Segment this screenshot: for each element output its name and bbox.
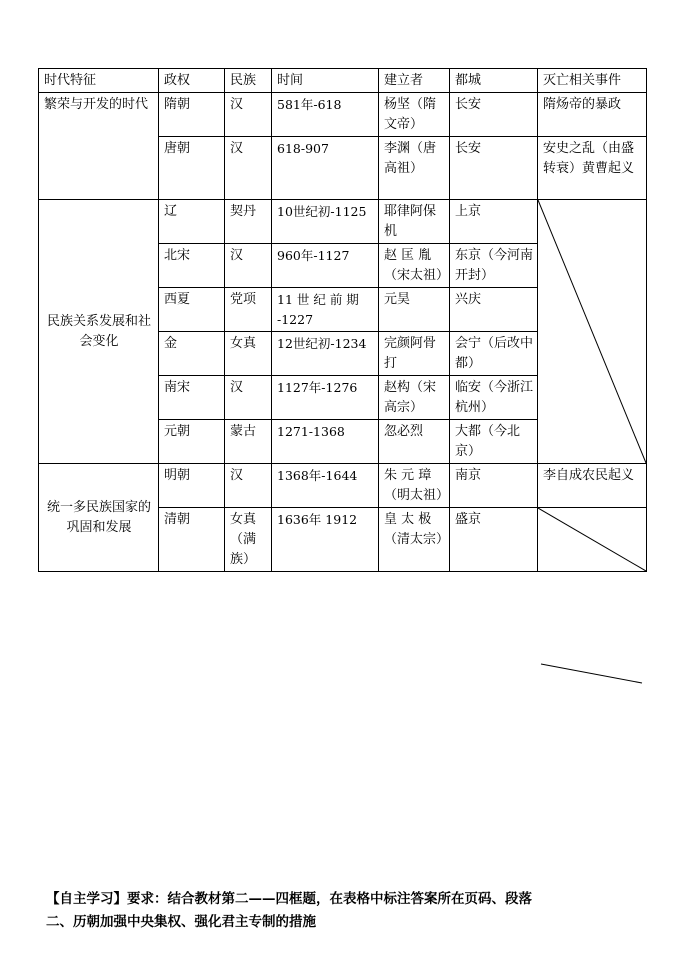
founder-cell: 元昊	[379, 288, 450, 332]
regime-cell: 隋朝	[159, 93, 225, 137]
time-cell: 12世纪初-1234	[272, 332, 379, 376]
regime-cell: 元朝	[159, 420, 225, 464]
event-cell: 隋炀帝的暴政	[538, 93, 647, 137]
stray-line	[540, 660, 644, 686]
founder-cell: 完颜阿骨打	[379, 332, 450, 376]
capital-cell: 长安	[450, 93, 538, 137]
ethnic-cell: 女真（满族）	[225, 508, 272, 572]
founder-cell: 耶律阿保机	[379, 200, 450, 244]
regime-cell: 金	[159, 332, 225, 376]
regime-cell: 西夏	[159, 288, 225, 332]
capital-cell: 大都（今北京）	[450, 420, 538, 464]
capital-cell: 兴庆	[450, 288, 538, 332]
capital-cell: 长安	[450, 137, 538, 200]
header-cell: 时代特征	[39, 69, 159, 93]
ethnic-cell: 汉	[225, 93, 272, 137]
regime-cell: 北宋	[159, 244, 225, 288]
event-cell: 李自成农民起义	[538, 464, 647, 508]
header-cell: 时间	[272, 69, 379, 93]
ethnic-cell: 契丹	[225, 200, 272, 244]
time-cell: 960年-1127	[272, 244, 379, 288]
event-cell: 安史之乱（由盛转衰）黄曹起义	[538, 137, 647, 200]
diagonal-line	[538, 508, 646, 571]
ethnic-cell: 女真	[225, 332, 272, 376]
empty-diagonal-cell	[538, 508, 647, 572]
founder-cell: 赵 匡 胤（宋太祖）	[379, 244, 450, 288]
diagonal-line	[538, 200, 646, 463]
ethnic-cell: 汉	[225, 464, 272, 508]
dynasty-table	[38, 68, 647, 572]
capital-cell: 会宁（后改中都）	[450, 332, 538, 376]
empty-diagonal-cell	[538, 200, 647, 464]
time-cell: 1271-1368	[272, 420, 379, 464]
regime-cell: 南宋	[159, 376, 225, 420]
founder-cell: 李渊（唐高祖）	[379, 137, 450, 200]
founder-cell: 赵构（宋高宗）	[379, 376, 450, 420]
founder-cell: 忽必烈	[379, 420, 450, 464]
table-row	[39, 200, 647, 244]
table-row	[39, 464, 647, 508]
ethnic-cell: 蒙古	[225, 420, 272, 464]
time-cell: 11 世 纪 前 期 -1227	[272, 288, 379, 332]
header-cell: 灭亡相关事件	[538, 69, 647, 93]
time-cell: 10世纪初-1125	[272, 200, 379, 244]
time-cell: 1127年-1276	[272, 376, 379, 420]
founder-cell: 朱 元 璋（明太祖）	[379, 464, 450, 508]
time-cell: 1368年-1644	[272, 464, 379, 508]
capital-cell: 南京	[450, 464, 538, 508]
table-header-row	[39, 69, 647, 93]
regime-cell: 明朝	[159, 464, 225, 508]
ethnic-cell: 汉	[225, 244, 272, 288]
header-cell: 政权	[159, 69, 225, 93]
ethnic-cell: 汉	[225, 376, 272, 420]
header-cell: 都城	[450, 69, 538, 93]
founder-cell: 皇 太 极（清太宗）	[379, 508, 450, 572]
regime-cell: 清朝	[159, 508, 225, 572]
self-study-instruction: 【自主学习】要求：结合教材第二——四框题，在表格中标注答案所在页码、段落	[46, 891, 532, 907]
header-cell: 民族	[225, 69, 272, 93]
time-cell: 1636年 1912	[272, 508, 379, 572]
feature-cell: 繁荣与开发的时代	[39, 93, 159, 200]
founder-cell: 杨坚（隋文帝）	[379, 93, 450, 137]
header-cell: 建立者	[379, 69, 450, 93]
regime-cell: 唐朝	[159, 137, 225, 200]
section-heading: 二、历朝加强中央集权、强化君主专制的措施	[46, 914, 316, 930]
regime-cell: 辽	[159, 200, 225, 244]
time-cell: 581年-618	[272, 93, 379, 137]
capital-cell: 上京	[450, 200, 538, 244]
capital-cell: 东京（今河南开封）	[450, 244, 538, 288]
capital-cell: 盛京	[450, 508, 538, 572]
feature-cell: 民族关系发展和社会变化	[39, 200, 159, 464]
ethnic-cell: 党项	[225, 288, 272, 332]
feature-cell: 统一多民族国家的巩固和发展	[39, 464, 159, 572]
ethnic-cell: 汉	[225, 137, 272, 200]
time-cell: 618-907	[272, 137, 379, 200]
table-row	[39, 93, 647, 137]
capital-cell: 临安（今浙江杭州）	[450, 376, 538, 420]
